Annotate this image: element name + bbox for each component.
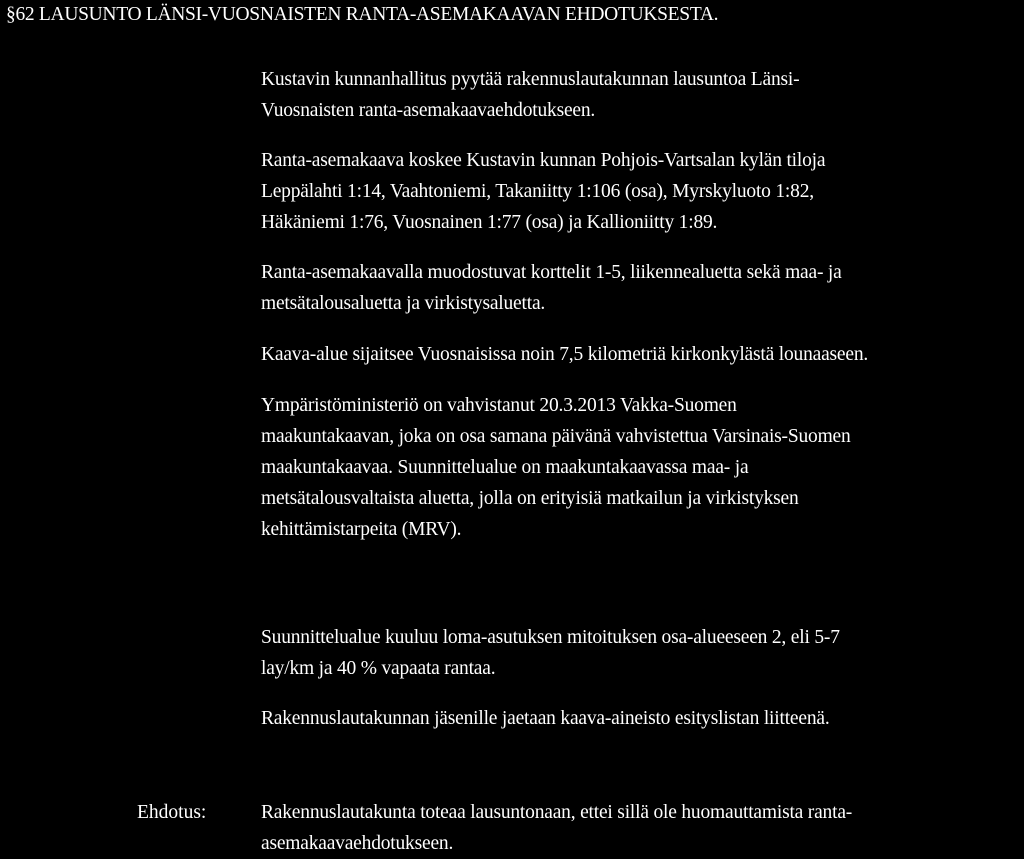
proposal-label: Ehdotus: (137, 802, 207, 823)
paragraph-line: Rakennuslautakunnan jäsenille jaetaan kaava-aineisto esityslistan liitteenä. (261, 708, 830, 729)
paragraph-line: maakuntakaavan, joka on osa samana päivänä vahvistettua Varsinais-Suomen (261, 426, 851, 447)
paragraph-blocks (261, 257, 1021, 319)
paragraph-line: lay/km ja 40 % vapaata rantaa. (261, 658, 496, 679)
paragraph-line: Ranta-asemakaavalla muodostuvat korttelit 1-5, liikennealuetta sekä maa- ja (261, 262, 842, 283)
paragraph-plan-scope (261, 145, 1021, 238)
paragraph-line: Leppälahti 1:14, Vaahtoniemi, Takaniitty 1:106 (osa), Myrskyluoto 1:82, (261, 181, 814, 202)
paragraph-line: metsätalousaluetta ja virkistysaluetta. (261, 293, 546, 314)
paragraph-location (261, 339, 1021, 370)
paragraph-line: Suunnittelualue kuuluu loma-asutuksen mitoituksen osa-alueeseen 2, eli 5-7 (261, 627, 840, 648)
paragraph-line: Häkäniemi 1:76, Vuosnainen 1:77 (osa) ja Kallioniitty 1:89. (261, 212, 718, 233)
proposal-text (261, 797, 1021, 859)
paragraph-line: maakuntakaavaa. Suunnittelualue on maakuntakaavassa maa- ja (261, 457, 749, 478)
paragraph-line: Ranta-asemakaava koskee Kustavin kunnan Pohjois-Vartsalan kylän tiloja (261, 150, 826, 171)
paragraph-line: kehittämistarpeita (MRV). (261, 519, 462, 540)
proposal-line: Rakennuslautakunta toteaa lausuntonaan, ettei sillä ole huomauttamista ranta- (261, 802, 853, 823)
paragraph-line: Kaava-alue sijaitsee Vuosnaisissa noin 7,5 kilometriä kirkonkylästä lounaaseen. (261, 344, 869, 365)
paragraph-attachments (261, 703, 1021, 734)
paragraph-line: metsätalousvaltaista aluetta, jolla on erityisiä matkailun ja virkistyksen (261, 488, 799, 509)
paragraph-line: Kustavin kunnanhallitus pyytää rakennuslautakunnan lausuntoa Länsi- (261, 69, 800, 90)
paragraph-line: Vuosnaisten ranta-asemakaavaehdotukseen. (261, 100, 596, 121)
paragraph-request (261, 64, 1021, 126)
proposal-line: asemakaavaehdotukseen. (261, 833, 454, 854)
paragraph-regional-plan (261, 390, 1021, 545)
paragraph-dimensioning (261, 622, 1021, 684)
paragraph-line: Ympäristöministeriö on vahvistanut 20.3.2013 Vakka-Suomen (261, 395, 737, 416)
section-heading: §62 LAUSUNTO LÄNSI-VUOSNAISTEN RANTA-ASEMAKAAVAN EHDOTUKSESTA. (6, 4, 719, 25)
